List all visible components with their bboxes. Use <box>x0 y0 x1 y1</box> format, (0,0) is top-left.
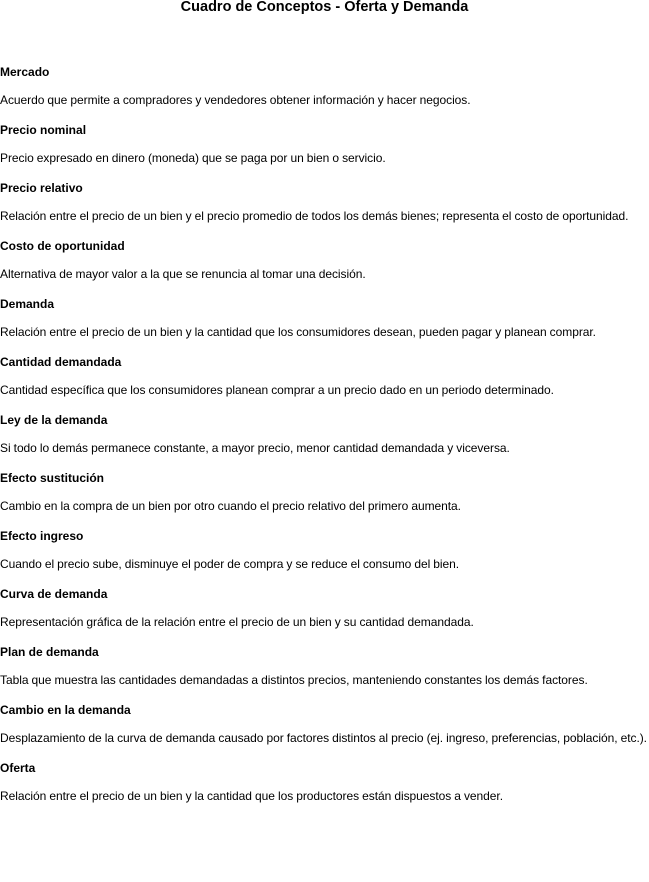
concept-term: Curva de demanda <box>0 587 108 601</box>
concept-term: Precio relativo <box>0 181 83 195</box>
concept-definition: Si todo lo demás permanece constante, a mayor precio, menor cantidad demandada y viceversa. <box>0 441 510 455</box>
concept-term: Cambio en la demanda <box>0 703 131 717</box>
concept-term: Efecto sustitución <box>0 471 105 485</box>
concept-term: Ley de la demanda <box>0 413 108 427</box>
concept-definition: Relación entre el precio de un bien y la cantidad que los consumidores desean, pueden pagar y planean comprar. <box>0 325 596 339</box>
concept-entry-demanda <box>0 297 649 343</box>
concept-term: Cantidad demandada <box>0 355 122 369</box>
concept-entry-efecto-ingreso <box>0 529 649 575</box>
concept-definition: Representación gráfica de la relación entre el precio de un bien y su cantidad demandada. <box>0 615 474 629</box>
concept-term: Costo de oportunidad <box>0 239 125 253</box>
concept-entry-curva-de-demanda <box>0 587 649 633</box>
document-title: Cuadro de Conceptos - Oferta y Demanda <box>180 0 469 15</box>
concept-definition: Cantidad específica que los consumidores planean comprar a un precio dado en un periodo determinado. <box>0 383 554 397</box>
concept-entry-cambio-en-la-demanda <box>0 703 649 749</box>
concept-entry-precio-nominal <box>0 123 649 169</box>
concept-definition: Relación entre el precio de un bien y el precio promedio de todos los demás bienes; representa el costo de oportunidad. <box>0 209 629 223</box>
concept-definition: Precio expresado en dinero (moneda) que se paga por un bien o servicio. <box>0 151 386 165</box>
concept-term: Plan de demanda <box>0 645 99 659</box>
concept-term: Precio nominal <box>0 123 87 137</box>
concept-definition: Cuando el precio sube, disminuye el poder de compra y se reduce el consumo del bien. <box>0 557 460 571</box>
concept-list <box>0 62 649 819</box>
concept-entry-mercado <box>0 65 649 111</box>
concept-term: Oferta <box>0 761 36 775</box>
concept-entry-cantidad-demandada <box>0 355 649 401</box>
concept-entry-oferta <box>0 761 649 807</box>
concept-definition: Cambio en la compra de un bien por otro cuando el precio relativo del primero aumenta. <box>0 499 461 513</box>
concept-definition: Acuerdo que permite a compradores y vendedores obtener información y hacer negocios. <box>0 93 471 107</box>
concept-entry-costo-de-oportunidad <box>0 239 649 285</box>
concept-entry-efecto-sustitucion <box>0 471 649 517</box>
concept-entry-ley-de-la-demanda <box>0 413 649 459</box>
concept-term: Efecto ingreso <box>0 529 84 543</box>
concept-definition: Tabla que muestra las cantidades demandadas a distintos precios, manteniendo constantes los demás factores. <box>0 673 588 687</box>
concept-term: Mercado <box>0 65 50 79</box>
concept-entry-plan-de-demanda <box>0 645 649 691</box>
concept-definition: Alternativa de mayor valor a la que se renuncia al tomar una decisión. <box>0 267 366 281</box>
concept-definition: Desplazamiento de la curva de demanda causado por factores distintos al precio (ej. ingreso, preferencias, población, etc.). <box>0 731 647 745</box>
concept-entry-precio-relativo <box>0 181 649 227</box>
concept-term: Demanda <box>0 297 55 311</box>
concept-definition: Relación entre el precio de un bien y la cantidad que los productores están dispuestos a vender. <box>0 789 503 803</box>
